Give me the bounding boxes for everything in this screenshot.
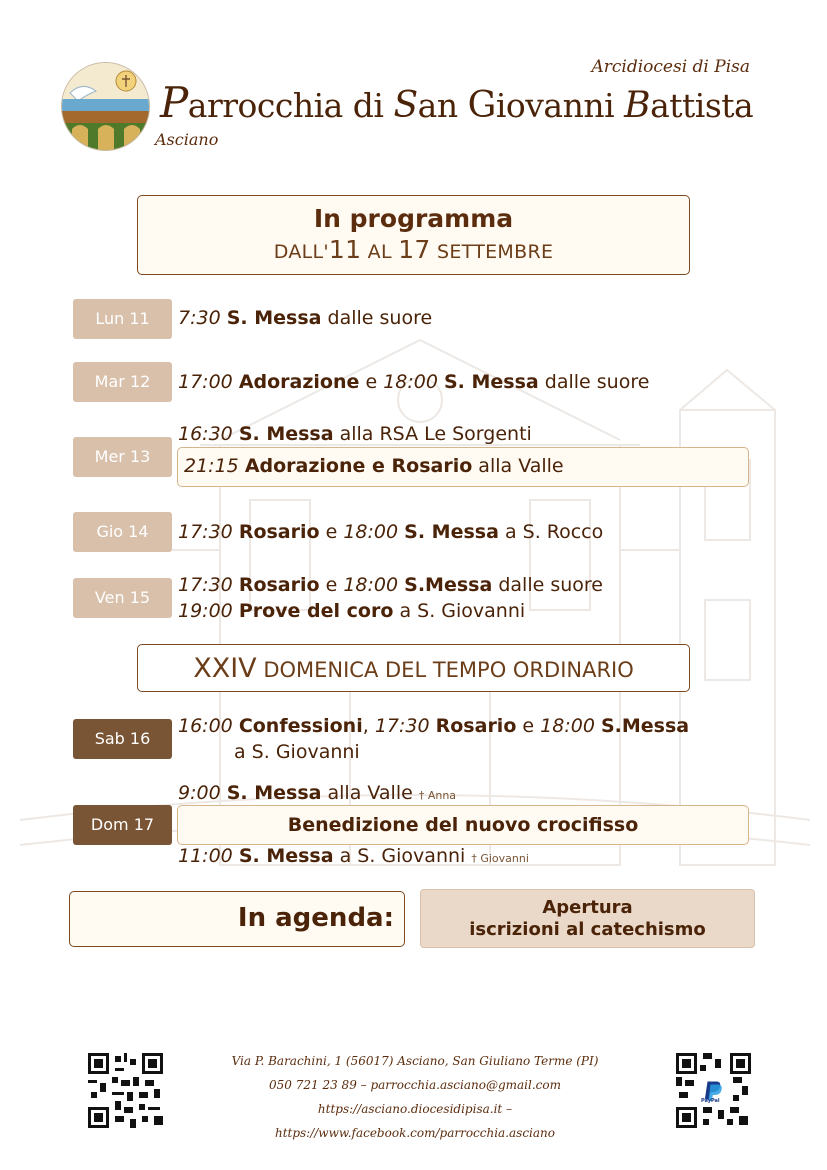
- schedule-line: 16:00 Confessioni, 17:30 Rosario e 18:00 S.Messa: [178, 715, 690, 737]
- parish-title: Parrocchia di San Giovanni Battista: [160, 78, 754, 127]
- day-chip-ven: Ven 15: [73, 578, 172, 618]
- schedule-line-highlight: 21:15 Adorazione e Rosario alla Valle: [184, 455, 564, 477]
- schedule-line: 16:30 S. Messa alla RSA Le Sorgenti: [178, 423, 532, 445]
- paypal-badge-text: PayPal: [701, 1098, 720, 1104]
- qr-code-left[interactable]: [88, 1053, 163, 1128]
- program-dates: DALL'11 AL 17 SETTEMBRE: [273, 235, 554, 264]
- day-chip-mar: Mar 12: [73, 362, 172, 402]
- diocese-label: Arcidiocesi di Pisa: [591, 57, 750, 77]
- agenda-box: [69, 891, 405, 947]
- blessing-highlight: Benedizione del nuovo crocifisso: [177, 805, 749, 845]
- parish-location: Asciano: [155, 130, 219, 149]
- schedule-line: a S. Giovanni: [234, 741, 360, 763]
- sunday-banner: XXIV DOMENICA DEL TEMPO ORDINARIO: [137, 644, 690, 692]
- agenda-item: Apertura iscrizioni al catechismo: [420, 889, 755, 948]
- day-chip-lun: Lun 11: [73, 299, 172, 339]
- day-chip-gio: Gio 14: [73, 512, 172, 552]
- program-title-box: [137, 195, 690, 275]
- schedule-line: 17:30 Rosario e 18:00 S. Messa a S. Rocco: [178, 521, 604, 543]
- schedule-line: 11:00 S. Messa a S. Giovanni † Giovanni: [178, 845, 529, 867]
- agenda-label: In agenda:: [237, 903, 394, 933]
- schedule-line: 17:00 Adorazione e 18:00 S. Messa dalle suore: [178, 371, 650, 393]
- parish-logo: [61, 62, 150, 151]
- program-title: In programma: [313, 204, 514, 233]
- schedule-line: 17:30 Rosario e 18:00 S.Messa dalle suore: [178, 574, 603, 596]
- day-chip-dom: Dom 17: [73, 805, 172, 845]
- footer-address: Via P. Barachini, 1 (56017) Asciano, San Giuliano Terme (PI): [231, 1054, 599, 1068]
- schedule-line: 7:30 S. Messa dalle suore: [178, 307, 433, 329]
- qr-code-paypal[interactable]: [676, 1053, 751, 1128]
- footer-contacts-line[interactable]: 050 721 23 89 – parrocchia.asciano@gmail.com: [269, 1078, 561, 1092]
- schedule-line: 9:00 S. Messa alla Valle † Anna: [178, 782, 457, 804]
- schedule-line: 19:00 Prove del coro a S. Giovanni: [178, 600, 526, 622]
- footer-links[interactable]: https://asciano.diocesidipisa.it – https://www.facebook.com/parrocchia.asciano: [274, 1102, 556, 1140]
- day-chip-sab: Sab 16: [73, 719, 172, 759]
- day-chip-mer: Mer 13: [73, 437, 172, 477]
- footer-contacts: [180, 1049, 650, 1145]
